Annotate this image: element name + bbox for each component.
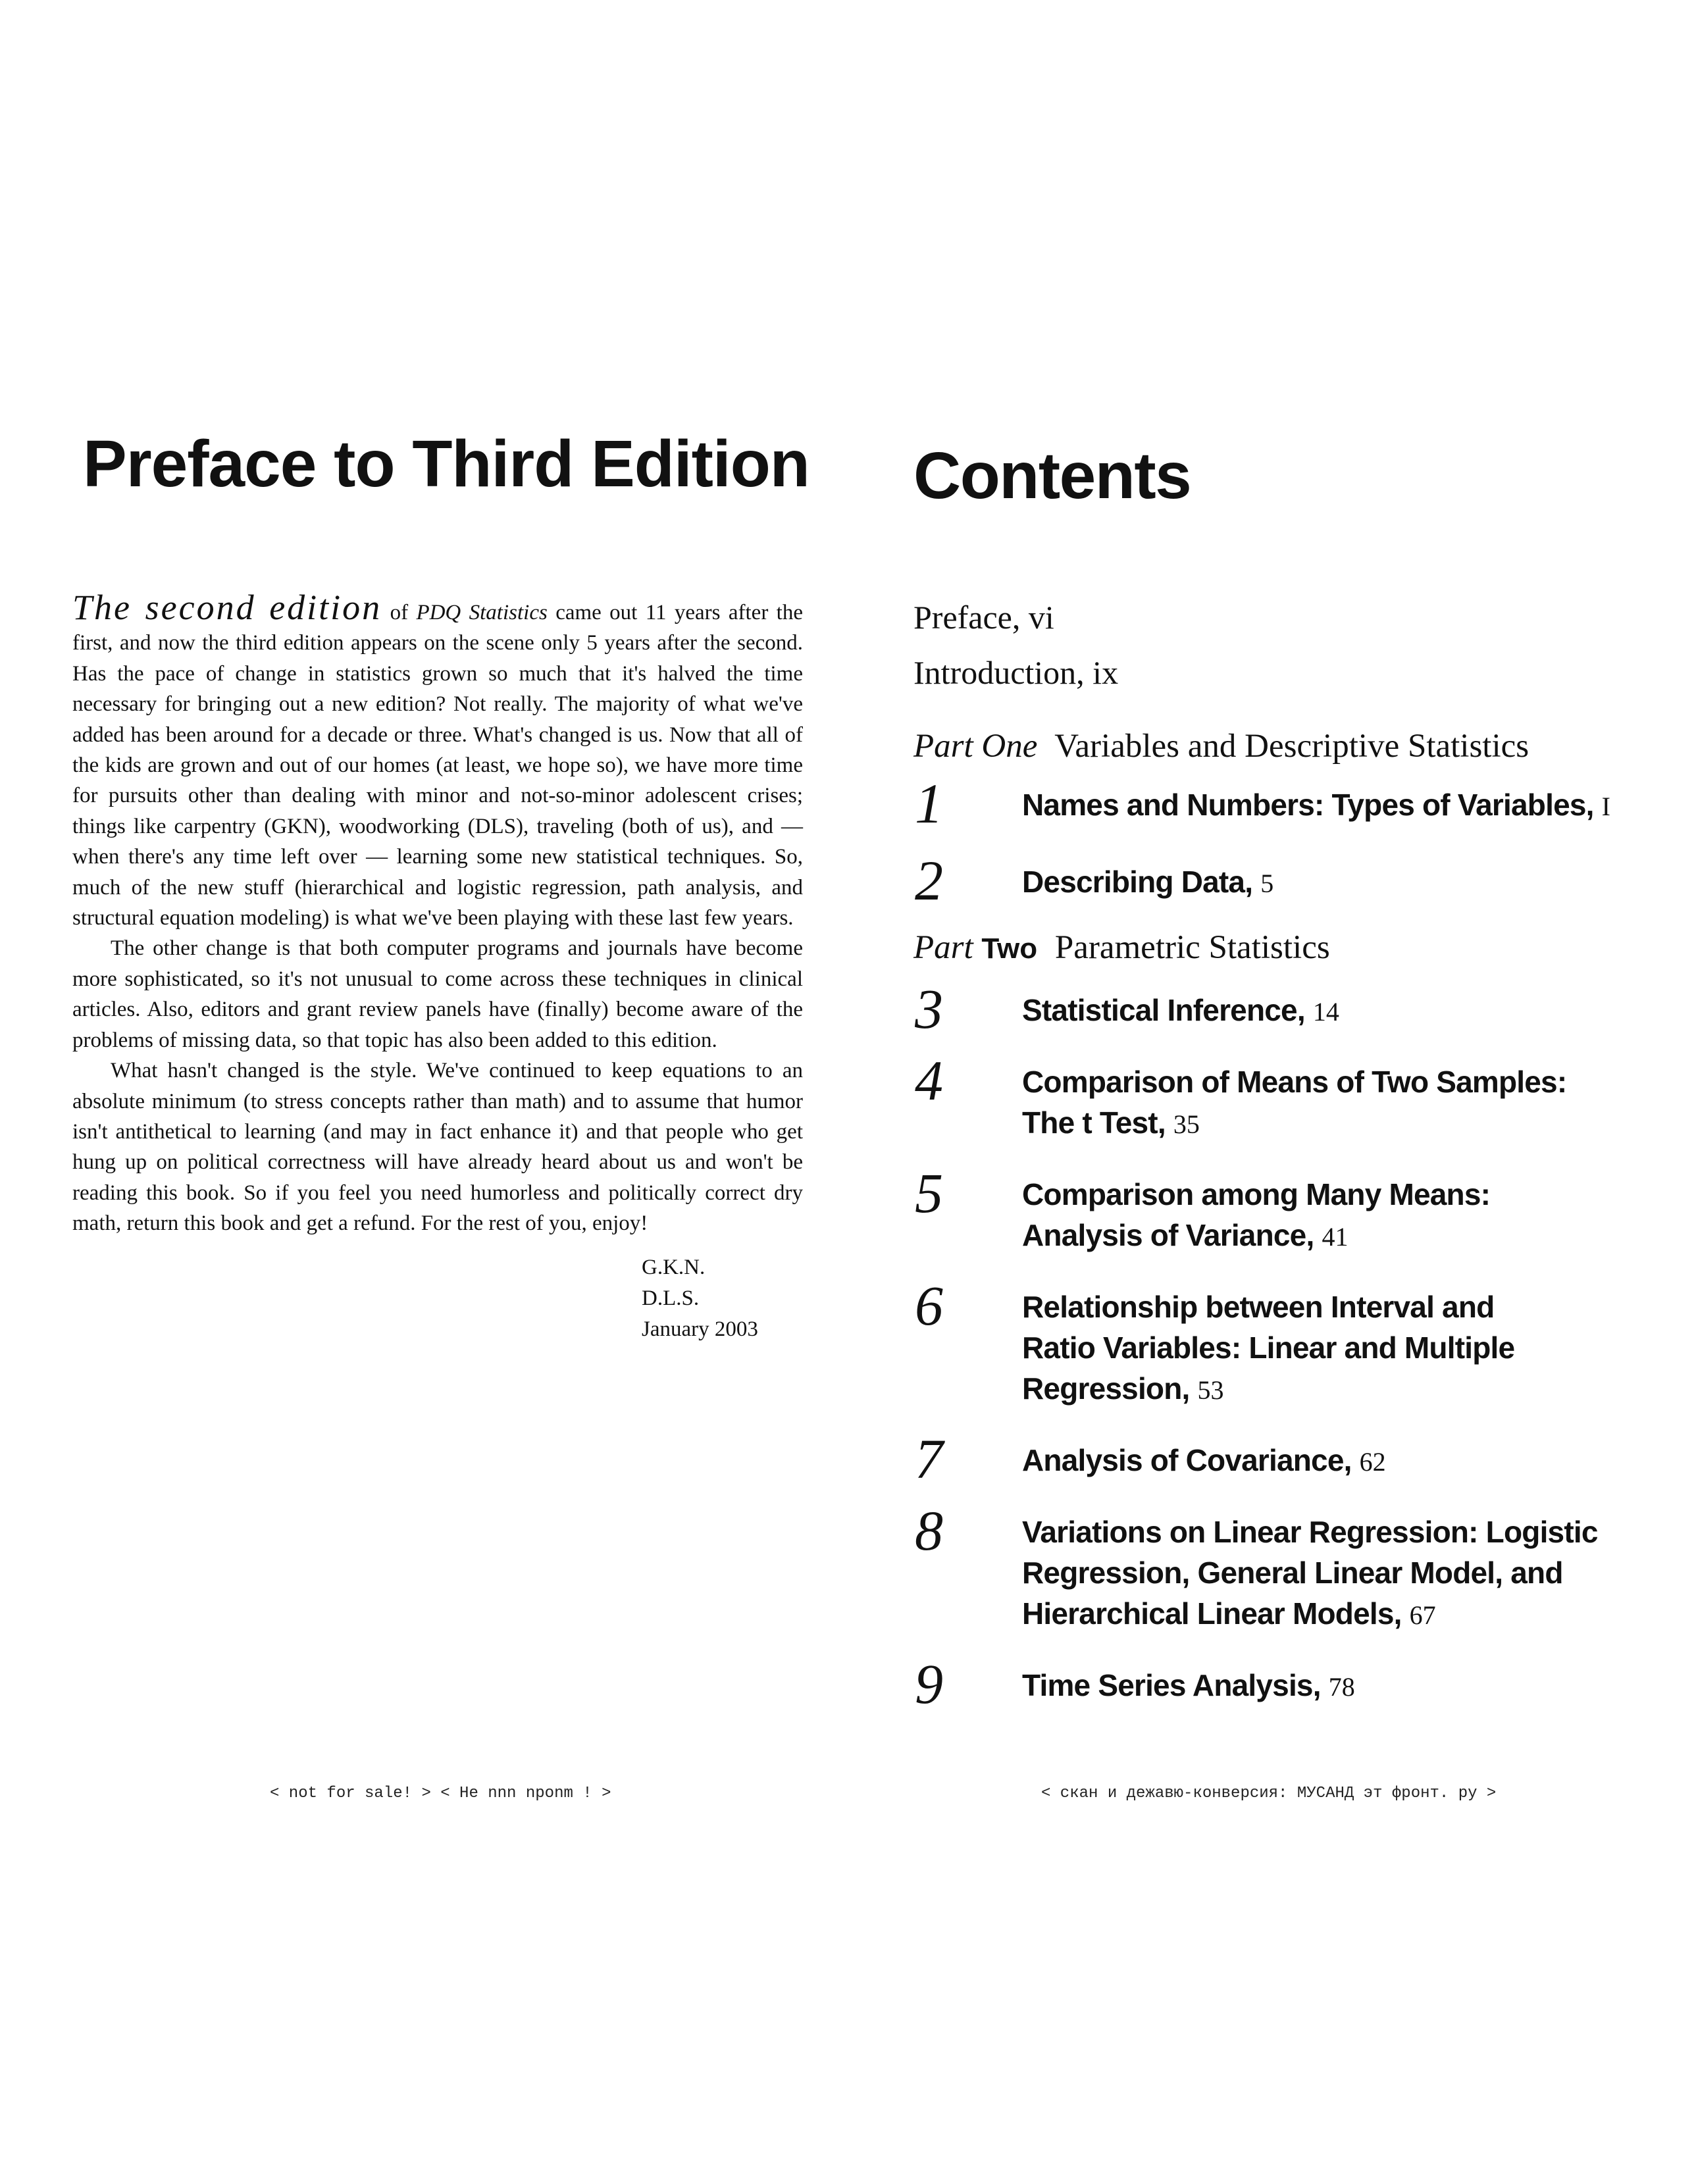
- toc-entry-preface[interactable]: [913, 590, 1683, 645]
- chapter-number: 5: [915, 1161, 943, 1225]
- chapter-title: Analysis of Covariance,: [1022, 1443, 1352, 1477]
- preface-body: [72, 588, 803, 1239]
- toc-entry-label: Preface,: [913, 599, 1021, 636]
- toc-page-number: 62: [1359, 1447, 1386, 1477]
- toc-page-number: 5: [1260, 869, 1274, 898]
- toc-chapter-2[interactable]: [913, 849, 1683, 912]
- chapter-number: 3: [915, 977, 943, 1040]
- toc-page-number: 41: [1322, 1222, 1349, 1252]
- toc-page-number: 78: [1328, 1672, 1355, 1702]
- signature-line: G.K.N.: [642, 1255, 706, 1279]
- toc-page-number: 53: [1197, 1375, 1224, 1405]
- toc-chapter-4[interactable]: [913, 1049, 1683, 1145]
- part-number: One: [981, 728, 1038, 765]
- footer-left-note: < not for sale! > < He nnn nponm ! >: [270, 1785, 611, 1802]
- footer-right-note: < скан и дежавю-конверсия: МУСАНД эт фронт. ру >: [1041, 1785, 1497, 1802]
- toc-page-number: 67: [1409, 1600, 1436, 1630]
- part-title: Variables and Descriptive Statistics: [1054, 728, 1529, 765]
- toc-entry-introduction[interactable]: [913, 645, 1683, 700]
- toc-page-number: 14: [1312, 997, 1339, 1027]
- preface-text: came out 11 years after the first, and now the third edition appears on the scene only 5 years after the second. Has the pace of change in statistics grown so much that it's halved the time necessary for bringing out a new edition? Not really. The majority of what we've added has been around for a decade or three. What's changed is us. Now that all of the kids are grown and out of our homes (at least, we hope so), we have more time for pursuits other than dealing with minor and not-so-minor adolescent crises; things like carpentry (GKN), woodworking (DLS), traveling (both of us), and — when there's any time left over — learning some new statistical techniques. So, much of the new stuff (hierarchical and logistic regression, path analysis, and structural equation modeling) is what we've been playing with these last few years.: [72, 601, 803, 930]
- chapter-title: Names and Numbers: Types of Variables,: [1022, 788, 1594, 822]
- signature-date: January 2003: [642, 1317, 758, 1341]
- toc-chapter-1[interactable]: [913, 772, 1683, 835]
- toc-chapter-7[interactable]: [913, 1427, 1683, 1490]
- signature-line: D.L.S.: [642, 1286, 700, 1310]
- part-word: Part: [913, 728, 973, 765]
- part-number: Two: [981, 932, 1038, 965]
- chapter-number: 2: [915, 849, 943, 912]
- chapter-title: Statistical Inference,: [1022, 993, 1305, 1027]
- chapter-number: 7: [915, 1427, 943, 1490]
- chapter-number: 4: [915, 1049, 943, 1112]
- toc-chapter-5[interactable]: [913, 1161, 1683, 1257]
- preface-paragraph-1: [72, 588, 803, 933]
- preface-signature: [642, 1252, 803, 1345]
- chapter-title: Time Series Analysis,: [1022, 1668, 1321, 1702]
- preface-paragraph-3: What hasn't changed is the style. We've continued to keep equations to an absolute minimum (to stress concepts rather than math) and to assume that humor isn't antithetical to learning (and may in fact enhance it) and that people who get hung up on political correctness will have already heard about us and won't be reading this book. So if you feel you need humorless and politically correct dry math, return this book and get a refund. For the rest of you, enjoy!: [72, 1059, 803, 1236]
- preface-lead-in: The second edition: [72, 588, 382, 627]
- part-heading-two: [913, 928, 1683, 969]
- toc-chapter-9[interactable]: [913, 1652, 1683, 1715]
- toc-entry-label: Introduction,: [913, 654, 1085, 691]
- contents-title: Contents: [913, 439, 1191, 513]
- preface-page: [72, 427, 809, 1345]
- chapter-title: Variations on Linear Regression: Logistic Regression, General Linear Model, and Hierarchical Linear Models,: [1022, 1515, 1598, 1631]
- chapter-number: 9: [915, 1652, 943, 1715]
- chapter-number: 6: [915, 1274, 943, 1337]
- toc-page-number: 35: [1173, 1109, 1200, 1139]
- preface-paragraph-2: The other change is that both computer programs and journals have become more sophisticated, so it's not unusual to come across these techniques in clinical articles. Also, editors and grant review panels have (finally) become aware of the problems of missing data, so that topic has also been added to this edition.: [72, 936, 803, 1052]
- chapter-title: Describing Data,: [1022, 865, 1253, 899]
- toc-page-number: ix: [1092, 654, 1119, 691]
- chapter-number: 8: [915, 1499, 943, 1562]
- front-matter-list: [913, 590, 1683, 700]
- part-title: Parametric Statistics: [1054, 929, 1330, 966]
- chapter-title: Comparison among Many Means: Analysis of Variance,: [1022, 1177, 1491, 1252]
- toc-chapter-6[interactable]: [913, 1274, 1683, 1411]
- chapter-title: Comparison of Means of Two Samples: The t Test,: [1022, 1065, 1567, 1140]
- chapter-number: 1: [915, 772, 943, 835]
- toc-page-number: vi: [1028, 599, 1054, 636]
- toc-chapter-8[interactable]: [913, 1499, 1683, 1636]
- book-title: PDQ Statistics: [416, 601, 548, 624]
- part-heading-one: [913, 726, 1683, 766]
- toc-chapter-3[interactable]: [913, 977, 1683, 1040]
- part-word: Part: [913, 929, 973, 966]
- preface-text: of: [382, 601, 417, 624]
- chapter-title: Relationship between Interval and Ratio Variables: Linear and Multiple Regression,: [1022, 1290, 1515, 1406]
- contents-page: [913, 428, 1683, 1715]
- toc-page-number: I: [1601, 792, 1610, 821]
- preface-title: Preface to Third Edition: [83, 427, 809, 501]
